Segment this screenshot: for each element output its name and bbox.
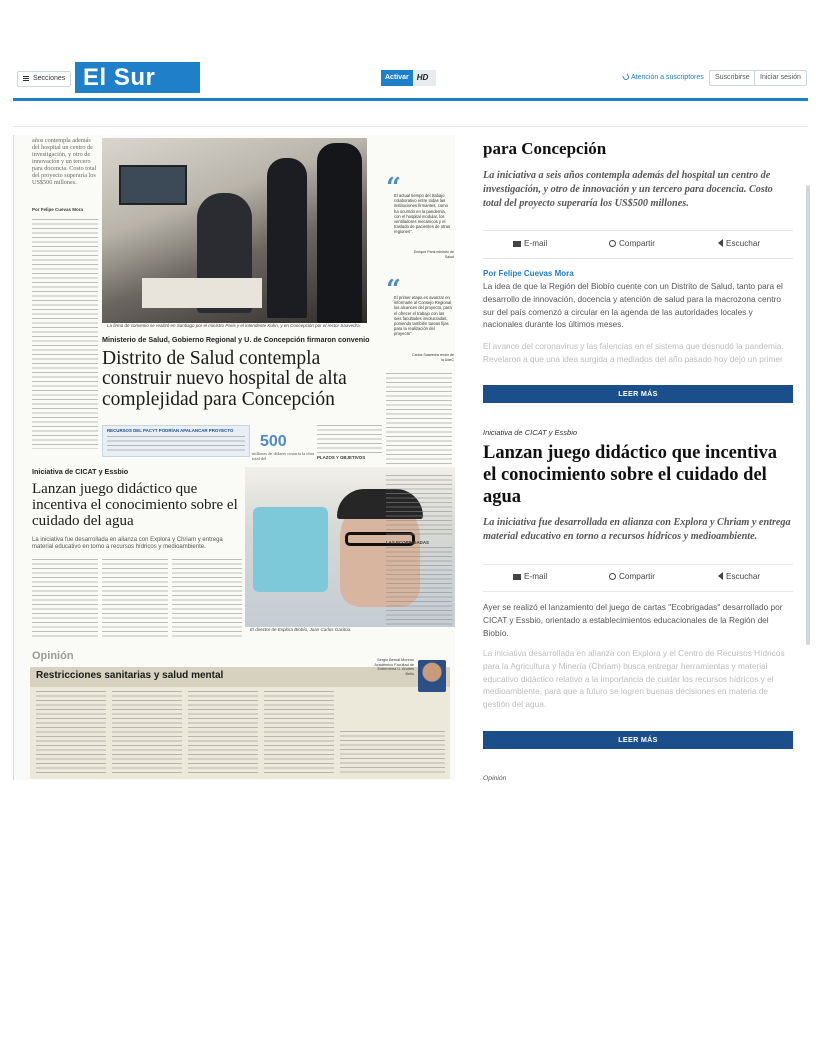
divider: [483, 591, 793, 592]
np-photo1-caption: La firma de convenio se realizó en Santiago por el ministro Paris y el intendente Kuhn, y en Concepción por el rector Saavedra.: [107, 323, 361, 328]
divider: [483, 564, 793, 565]
listen-label: Escuchar: [726, 572, 761, 581]
np-byline: Por Felipe Cuevas Mora: [32, 207, 84, 212]
subscriber-support-link[interactable]: [623, 72, 704, 84]
activar-hd-toggle[interactable]: [381, 70, 436, 86]
np-quote-2: El primer etapa es avanzar en informarle al Consejo Regional los alcances del proyecto, para el ofrecer el trabajo con las seis facultades involucradas, poniendo también tareas fijas para la realización del proyecto".: [394, 295, 452, 337]
np-lead-2: La iniciativa fue desarrollada en alianza con Explora y Chriam y entrega material educativo en torno a recursos hídricos y medioambiente.: [32, 537, 223, 550]
np-quote-1-author: Enrique Paris ministro de Salud: [413, 250, 454, 260]
np-column-text: [32, 559, 98, 637]
np-kicker-2: Iniciativa de CICAT y Essbio: [32, 467, 129, 476]
np-desk: [142, 278, 262, 308]
np-stat-caption: millones de dólares costaría la obra total del: [252, 451, 315, 461]
share-label: Compartir: [619, 239, 655, 248]
divider: [483, 258, 793, 259]
login-button[interactable]: Iniciar sesión: [754, 70, 807, 86]
speaker-icon: [718, 239, 723, 247]
site-header: [13, 60, 808, 100]
np-stat-number: 500: [260, 433, 287, 450]
np-headline-1: Distrito de Salud contempla construir nuevo hospital de alta complejidad para Concepción: [102, 348, 347, 410]
share-icon: [609, 573, 616, 580]
sections-label: Secciones: [32, 75, 66, 82]
np-column-text: [264, 691, 334, 775]
article1-body: La idea de que la Región del Biobío cuente con un Distrito de Salud, tanto para el desarrollo de innovación, docencia y atención de salud para la macrozona centro sur del país comenzó a circular en la agenda de las autoridades locales y nacionales durante los últimos meses.: [483, 281, 783, 330]
quote-mark-icon: “: [386, 173, 401, 203]
newspaper-page-image[interactable]: [13, 135, 455, 780]
np-box-text: [107, 436, 245, 454]
share-icon: [609, 240, 616, 247]
np-column-text: [36, 691, 106, 775]
np-opinion-body: [30, 687, 450, 779]
email-label: E-mail: [524, 239, 548, 248]
np-column-text: [386, 547, 452, 625]
np-opinion-section: [30, 650, 455, 780]
np-quote-1: El actual tiempo del trabajo colaborativo entre todas las instituciones firmantes, como ha ocurrido en la pandemia, con el hospital modular, los ventiladores mecánicos y el traslado de pacientes de otras regiones".: [394, 193, 451, 235]
mail-icon: [513, 241, 521, 247]
np-column-text: [188, 691, 258, 775]
article2-lead: La iniciativa fue desarrollada en alianza con Explora y Chriam y entrega material educativo en torno a recursos hídricos y medioambiente.: [483, 517, 791, 542]
site-logo[interactable]: El Sur: [75, 62, 200, 93]
np-author-avatar: [418, 660, 446, 692]
mail-icon: [513, 574, 521, 580]
listen-label: Escuchar: [726, 239, 761, 248]
np-card-game: [253, 507, 328, 592]
np-opinion-title: Opinión: [32, 650, 74, 662]
np-headline-2: Lanzan juego didáctico que incentiva el conocimiento sobre el cuidado del agua: [32, 481, 238, 529]
np-quote-2-author: Carlos Saavedra rector de la UdeC: [412, 353, 454, 363]
phone-icon: [622, 73, 630, 81]
article2-headline[interactable]: Lanzan juego didáctico que incentiva el conocimiento sobre el cuidado del agua: [483, 443, 777, 507]
article2-share-bar: [483, 572, 793, 588]
article2-read-more-button[interactable]: LEER MÁS: [483, 731, 793, 749]
header-divider: [13, 98, 808, 101]
article1-read-more-button[interactable]: LEER MÁS: [483, 385, 793, 403]
np-box-title: RECURSOS DEL PACYT PODRÍAN APALANCAR PROYECTO: [107, 428, 234, 433]
np-column-text: [172, 559, 242, 637]
activar-label: Activar: [381, 70, 413, 86]
np-kicker-1: Ministerio de Salud, Gobierno Regional y U. de Concepción firmaron convenio: [102, 335, 370, 344]
sections-menu-button[interactable]: [17, 71, 71, 87]
share-label: Compartir: [619, 572, 655, 581]
article1-headline-tail[interactable]: para Concepción: [483, 139, 607, 158]
quote-mark-icon: “: [386, 275, 401, 305]
subscribe-button[interactable]: Suscribirse: [709, 70, 756, 86]
article1-email-button[interactable]: [513, 239, 547, 248]
article2-share-button[interactable]: [609, 572, 655, 581]
next-section-label: Opinión: [483, 775, 507, 782]
hamburger-icon: [23, 76, 29, 81]
np-column-text: [317, 425, 382, 455]
speaker-icon: [718, 572, 723, 580]
np-column-text: [340, 731, 445, 775]
article2-email-button[interactable]: [513, 572, 547, 581]
np-intro-snippet: años contempla además del hospital un centro de investigación, y otro de innovación y un tercero para docencia. Costo total del proyecto superaría los US$500 millones.: [32, 137, 97, 186]
np-signing-photo: [102, 138, 367, 323]
article1-body-faded: El avance del coronavirus y las falencias en el sistema que desnudó la pandemia. Revelaron a que una idea surgida a mediados del año pasado hoy dejó un primer: [483, 341, 784, 364]
article1-listen-button[interactable]: [718, 239, 760, 248]
np-person: [267, 158, 307, 318]
content-top-border: [13, 126, 808, 127]
article1-byline[interactable]: Por Felipe Cuevas Mora: [483, 269, 574, 278]
article2-kicker: Iniciativa de CICAT y Essbio: [483, 428, 578, 437]
subscriber-support-label: Atención a suscriptores: [631, 74, 704, 81]
email-label: E-mail: [524, 572, 548, 581]
np-column-text: [386, 475, 452, 535]
np-opinion-author: Sergio Bernal Moreno Académico Facultad de Enfermería U. Andrés Bello: [374, 658, 414, 676]
np-ecobrigadas: LAS ECOBRIGADAS: [386, 540, 429, 545]
article1-lead: La iniciativa a seis años contempla además del hospital un centro de investigación, y otro de innovación y un tercero para docencia. Costo total del proyecto superaría los US$500 millones.: [483, 170, 773, 209]
article2-body-faded: La iniciativa desarrollada en alianza con Explora y el Centro de Recursos Hídricos para la Agricultura y Minería (Chriam) busca entregar herramientas y material educativo didáctico relativo a la importancia de cuidar los recursos hídricos y el medioambiente, para que a futuro se logren buenas decisiones en materia de gestión del agua.: [483, 648, 785, 710]
article2-listen-button[interactable]: [718, 572, 760, 581]
np-opinion-headline: Restricciones sanitarias y salud mental: [36, 670, 224, 681]
np-plazos: PLAZOS Y OBJETIVOS: [317, 455, 366, 460]
article2-body: Ayer se realizó el lanzamiento del juego de cartas "Ecobrigadas" desarrollado por CICAT y Essbio, orientado a establecimientos educacionales de la Región del Biobío.: [483, 602, 783, 638]
np-resources-box: [102, 425, 250, 457]
page-scrollbar[interactable]: [806, 185, 810, 645]
divider: [483, 230, 793, 231]
article1-share-button[interactable]: [609, 239, 655, 248]
np-column-text: [386, 373, 452, 473]
hd-label: HD: [413, 70, 436, 86]
np-column-text: [32, 219, 98, 449]
np-column-text: [112, 691, 182, 775]
np-photo2-caption: El director de Explora Biobío, Juan Carlos Gacitúa.: [250, 627, 352, 632]
np-person: [317, 143, 362, 323]
np-video-screen: [119, 165, 187, 205]
article1-share-bar: [483, 239, 793, 255]
np-column-text: [102, 559, 168, 637]
